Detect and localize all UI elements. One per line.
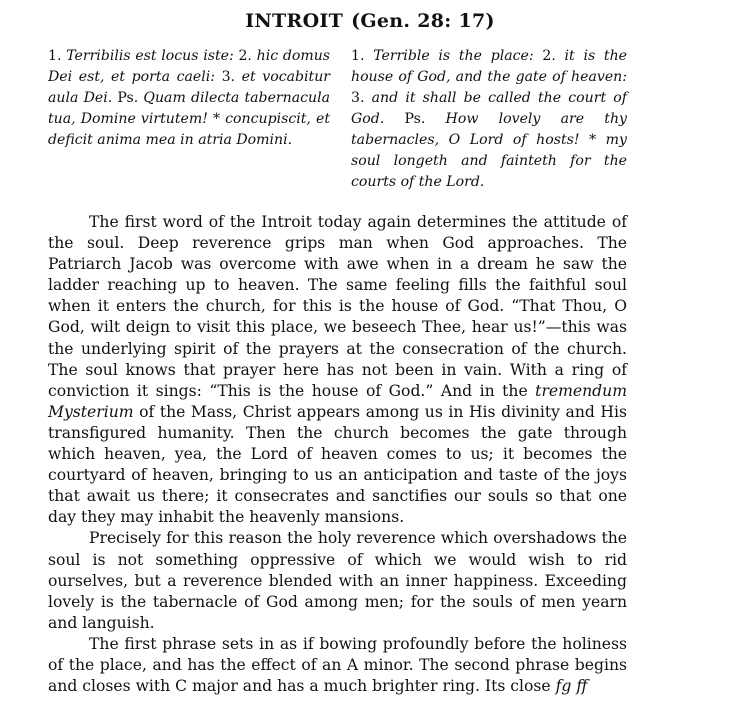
latin-verse-1: Terribilis est locus iste: <box>66 48 234 64</box>
verse-number: 2. <box>542 48 556 64</box>
latin-verse-2: hic domus Dei est, et porta caeli: <box>48 48 331 85</box>
verse-number: 1. <box>351 48 365 64</box>
latin-psalm-verse: Quam dilecta tabernacula tua, Domine virtutem! * concupiscit, et deficit anima mea in atria Domini. <box>48 90 331 148</box>
paragraph-1 <box>48 212 627 528</box>
english-verse-2: it is the house of God, and the gate of heaven: <box>351 48 627 85</box>
verse-number: 2. <box>238 48 252 64</box>
paragraph-text: The first phrase sets in as if bowing profoundly before the holiness of the place, and has the effect of an A minor. The second phrase begins and closes with C major and has a much brighter ring. Its close <box>48 634 627 696</box>
english-text-column <box>351 46 627 193</box>
commentary-body <box>48 212 627 697</box>
verse-number: 3. <box>221 69 236 85</box>
verse-number: 1. <box>48 48 62 64</box>
paragraph-text: of the Mass, Christ appears among us in His divinity and His transfigured humanity. Then the church becomes the gate through which heaven, yea, the Lord of heaven comes to us; it becomes the courtyard of heaven, bringing to us an anticipation and taste of the joys that await us there; it consecrates and sanctifies our souls so that one day they may inhabit the heavenly mansions. <box>48 402 627 527</box>
english-psalm-verse: How lovely are thy tabernacles, O Lord of hosts! * my soul longeth and fainteth for the courts of the Lord. <box>351 111 628 190</box>
paragraph-text: The first word of the Introit today again determines the attitude of the soul. Deep reverence grips man when God approaches. The Patriarch Jacob was overcome with awe when in a dream he saw the ladder reaching up to heaven. The same feeling fills the faithful soul when it enters the church, for this is the house of God. “That Thou, O God, wilt deign to visit this place, we beseech Thee, hear us!”—this was the underlying spirit of the prayers at the consecration of the church. The soul knows that prayer here has not been in vain. With a ring of conviction it sings: “This is the house of God.” And in the <box>48 213 627 400</box>
emphasized-phrase: tremendum Mysterium <box>48 381 627 421</box>
introit-heading: INTROIT <box>245 10 344 32</box>
page-title <box>0 10 740 32</box>
scripture-reference: (Gen. 28: 17) <box>351 10 495 32</box>
paragraph-3 <box>48 634 627 697</box>
paragraph-2: Precisely for this reason the holy reverence which overshadows the soul is not something oppressive of which we would wish to rid ourselves, but a reverence blended with an inner happiness. Exceeding lovely is the tabernacle of God among men; for the souls of men yearn and languish. <box>48 529 627 632</box>
psalm-marker: Ps. <box>404 111 426 127</box>
latin-text-column <box>48 46 330 151</box>
psalm-marker: Ps. <box>117 90 139 106</box>
english-verse-3: and it shall be called the court of God. <box>351 90 627 127</box>
english-verse-1: Terrible is the place: <box>373 48 534 64</box>
musical-notation: fg ff <box>555 677 588 696</box>
verse-number: 3. <box>351 90 365 106</box>
latin-verse-3: et vocabitur aula Dei. <box>48 69 331 106</box>
